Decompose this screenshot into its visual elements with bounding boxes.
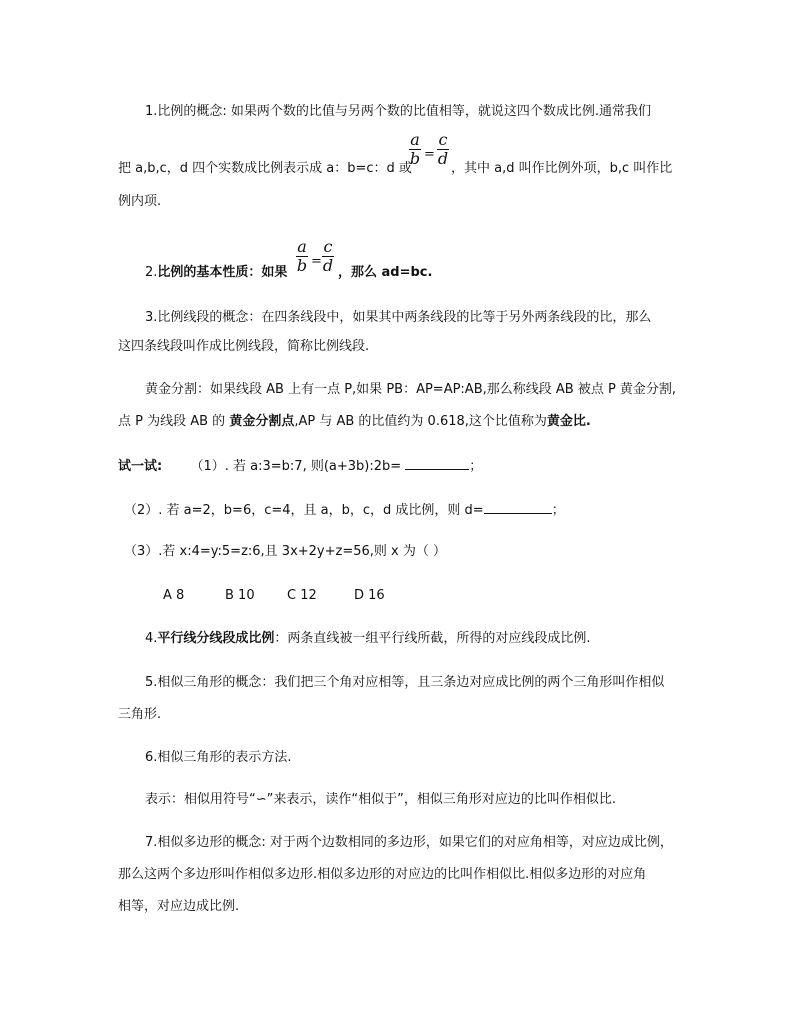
try-it-q3: （3）.若 x:4=y:5=z:6,且 3x+2y+z=56,则 x 为（ ） — [124, 544, 446, 559]
fraction-denominator: d — [437, 149, 449, 168]
golden-point-term: 黄金分割点 — [229, 414, 295, 429]
try-it-q1 — [118, 457, 482, 476]
section-1-line-3: 例内项. — [118, 194, 162, 209]
section-1-line-1: 1.比例的概念: 如果两个数的比值与另两个数的比值相等，就说这四个数成比例.通常我们 — [145, 104, 652, 119]
option-a[interactable]: A 8 — [163, 588, 185, 603]
golden-ratio-term: 黄金比. — [546, 414, 591, 429]
section-3-line-1: 3.比例线段的概念：在四条线段中，如果其中两条线段的比等于另外两条线段的比，那么 — [145, 310, 652, 325]
section-4-number: 4. — [145, 631, 158, 646]
section-5-line-1: 5.相似三角形的概念：我们把三个角对应相等，且三条边对应成比例的两个三角形叫作相似 — [145, 675, 665, 690]
try-it-q2 — [124, 501, 565, 520]
section-2-conclusion: ，那么 ad=bc. — [338, 265, 433, 280]
section-5-line-2: 三角形. — [118, 707, 162, 722]
fraction-denominator: b — [296, 256, 308, 275]
section-2-number: 2. — [145, 265, 158, 280]
fraction-denominator: b — [409, 149, 421, 168]
section-4-line — [145, 630, 591, 648]
fraction-denominator: d — [322, 256, 334, 275]
fraction-numerator: a — [297, 237, 307, 256]
equals-sign-2: = — [311, 254, 322, 269]
q2-text: （2）. 若 a=2，b=6，c=4，且 a，b，c，d 成比例，则 d= — [124, 503, 484, 518]
equals-sign: = — [424, 147, 435, 162]
section-1-line-2a: 把 a,b,c，d 四个实数成比例表示成 a：b=c：d 或 — [118, 161, 412, 176]
option-b[interactable]: B 10 — [225, 588, 255, 603]
section-2-line — [145, 264, 287, 282]
golden-text-c: ,AP 与 AB 的比值约为 0.618,这个比值称为 — [294, 414, 547, 429]
try-it-label: 试一试: — [118, 459, 163, 474]
section-4-text: ：两条直线被一组平行线所截，所得的对应线段成比例. — [274, 631, 591, 646]
fraction-numerator: c — [438, 130, 448, 149]
q1-end: ； — [469, 459, 483, 474]
section-7-line-2: 那么这两个多边形叫作相似多边形.相似多边形的对应边的比叫作相似比.相似多边形的对应角 — [118, 867, 647, 882]
fraction-numerator: c — [323, 237, 333, 256]
section-7-line-1: 7.相似多边形的概念: 对于两个边数相同的多边形，如果它们的对应角相等，对应边成比例， — [145, 835, 673, 850]
fraction-c-over-d — [437, 131, 449, 168]
fraction-numerator: a — [410, 130, 420, 149]
golden-line-1: 黄金分割：如果线段 AB 上有一点 P,如果 PB：AP=AP:AB,那么称线段 AB 被点 P 黄金分割, — [145, 382, 677, 397]
section-4-heading: 平行线分线段成比例 — [157, 631, 275, 646]
section-1-line-2b: ，其中 a,d 叫作比例外项，b,c 叫作比 — [451, 161, 673, 176]
section-7-line-3: 相等，对应边成比例. — [118, 899, 240, 914]
option-c[interactable]: C 12 — [287, 588, 317, 603]
option-d[interactable]: D 16 — [354, 588, 385, 603]
golden-text-a: 点 P 为线段 AB 的 — [118, 414, 226, 429]
section-6-line-2: 表示：相似用符号“∽”来表示，读作“相似于”，相似三角形对应边的比叫作相似比. — [145, 792, 616, 807]
golden-line-2 — [118, 413, 591, 431]
fraction-a-over-b-2 — [296, 238, 308, 275]
section-2-heading: 比例的基本性质：如果 — [157, 265, 288, 280]
section-3-line-2: 这四条线段叫作成比例线段，简称比例线段. — [118, 339, 370, 354]
q2-end: ； — [551, 503, 565, 518]
q1-answer-blank[interactable] — [405, 457, 469, 470]
section-6-line-1: 6.相似三角形的表示方法. — [145, 750, 292, 765]
q1-text: （1）. 若 a:3=b:7, 则(a+3b):2b= — [190, 459, 402, 474]
q2-answer-blank[interactable] — [484, 501, 552, 514]
fraction-c-over-d-2 — [322, 238, 334, 275]
